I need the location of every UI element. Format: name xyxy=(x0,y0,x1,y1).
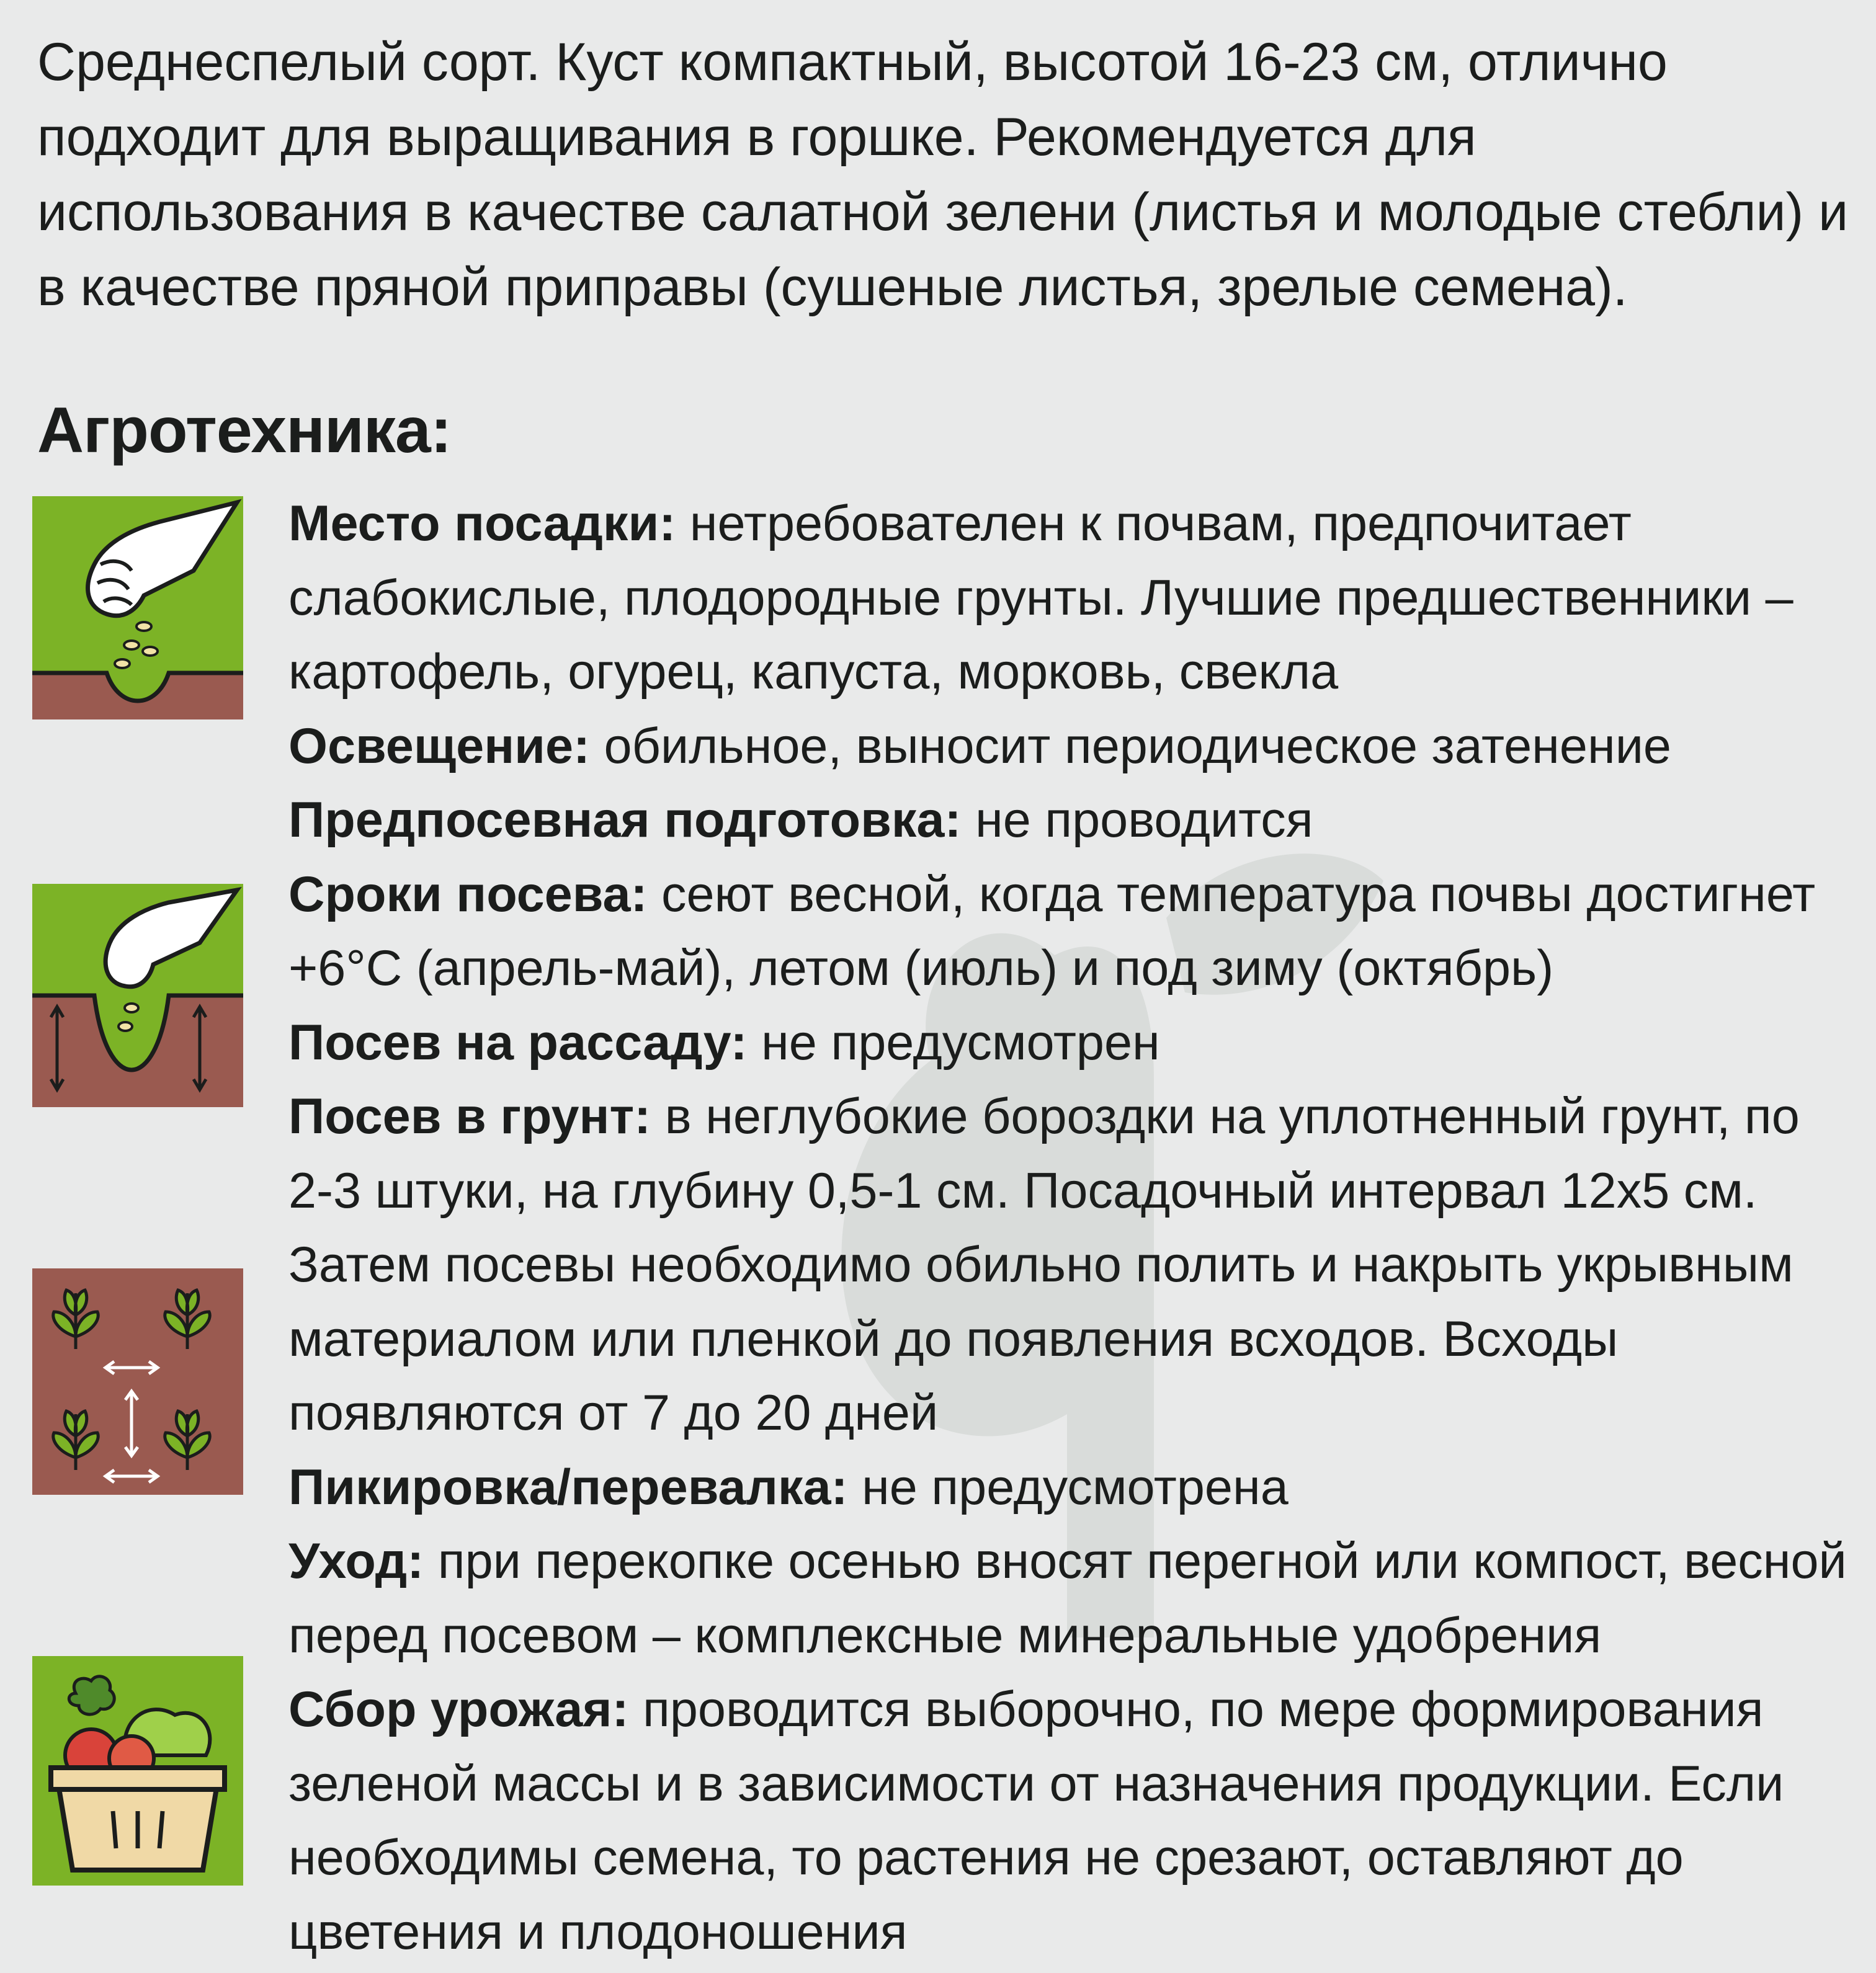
item-text: не проводится xyxy=(975,792,1313,848)
item-care xyxy=(288,1525,1855,1673)
item-lighting xyxy=(288,710,1855,784)
item-text: сеют весной, когда температура почвы достигнет +6°С (апрель-май), летом (июль) и под зиму (октябрь) xyxy=(288,866,1816,996)
item-planting-site xyxy=(288,487,1855,710)
item-label: Пикировка/перевалка: xyxy=(288,1459,848,1515)
item-text: в неглубокие бороздки на уплотненный грунт, по 2-3 штуки, на глубину 0,5-1 см. Посадочный интервал 12х5 см. Затем посевы необходимо обильно полить и накрыть укрывным материалом или пленкой до появления всходов. Всходы появляются от 7 до 20 дней xyxy=(288,1089,1800,1441)
item-label: Сроки посева: xyxy=(288,866,648,922)
item-ground-sowing xyxy=(288,1080,1855,1451)
item-pricking-out xyxy=(288,1451,1855,1525)
item-label: Предпосевная подготовка: xyxy=(288,792,962,848)
planting-interval-icon xyxy=(32,1268,243,1495)
variety-description: Среднеспелый сорт. Куст компактный, высотой 16-23 см, отлично подходит для выращивания в горшке. Рекомендуется для использования в качестве салатной зелени (листья и молодые стебли) и в качестве пряной приправы (сушеные листья, зрелые семена). xyxy=(37,32,1849,317)
item-text: обильное, выносит периодическое затенение xyxy=(604,718,1671,774)
harvest-basket-icon xyxy=(32,1656,243,1886)
item-label: Сбор урожая: xyxy=(288,1681,629,1737)
item-harvest xyxy=(288,1673,1855,1969)
item-label: Освещение: xyxy=(288,718,590,774)
hand-sowing-seeds-icon xyxy=(32,496,243,719)
item-label: Посев в грунт: xyxy=(288,1089,651,1144)
item-text: не предусмотрена xyxy=(862,1459,1289,1515)
item-text: нетребователен к почвам, предпочитает слабокислые, плодородные грунты. Лучшие предшественники – картофель, огурец, капуста, морковь, свекла xyxy=(288,496,1793,700)
section-heading: Агротехника: xyxy=(37,394,452,466)
item-sowing-time xyxy=(288,858,1855,1006)
item-label: Место посадки: xyxy=(288,496,676,551)
item-text: при перекопке осенью вносят перегной или компост, весной перед посевом – комплексные минеральные удобрения xyxy=(288,1533,1847,1663)
seed-depth-furrow-icon xyxy=(32,884,243,1107)
item-label: Уход: xyxy=(288,1533,424,1589)
agrotechnics-list xyxy=(288,487,1855,1969)
item-seedling-sowing xyxy=(288,1006,1855,1080)
item-text: проводится выборочно, по мере формирования зеленой массы и в зависимости от назначения продукции. Если необходимы семена, то растения не срезают, оставляют до цветения и плодоношения xyxy=(288,1681,1784,1960)
item-label: Посев на рассаду: xyxy=(288,1014,748,1071)
item-text: не предусмотрен xyxy=(761,1014,1160,1071)
item-presowing-prep xyxy=(288,783,1855,858)
